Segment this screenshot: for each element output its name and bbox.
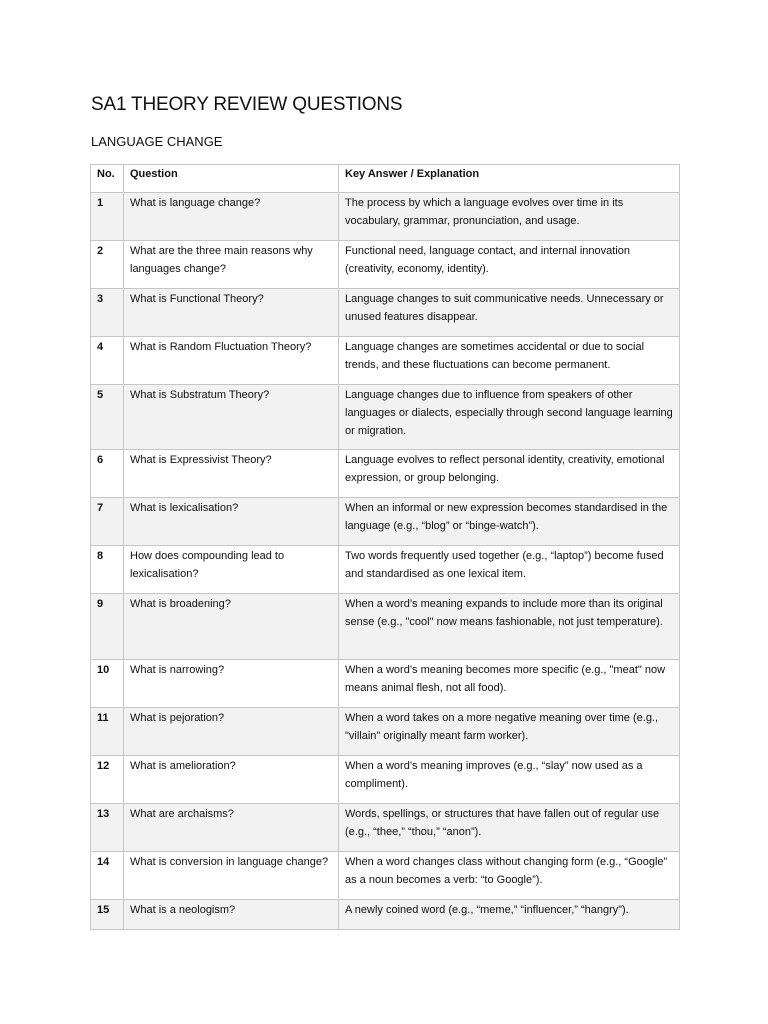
row-question: What is Functional Theory? (124, 289, 339, 337)
row-question: What is amelioration? (124, 756, 339, 804)
row-number: 2 (91, 241, 124, 289)
table-row (91, 450, 680, 498)
row-question: What are archaisms? (124, 804, 339, 852)
row-number: 5 (91, 385, 124, 450)
row-number: 7 (91, 498, 124, 546)
row-answer: Language evolves to reflect personal identity, creativity, emotional expression, or group belonging. (339, 450, 680, 498)
table-row (91, 289, 680, 337)
row-question: What is lexicalisation? (124, 498, 339, 546)
row-answer: A newly coined word (e.g., “meme,” “influencer,” “hangry”). (339, 900, 680, 930)
row-number: 12 (91, 756, 124, 804)
row-question: What is Substratum Theory? (124, 385, 339, 450)
row-number: 14 (91, 852, 124, 900)
row-answer: When a word’s meaning improves (e.g., “slay” now used as a compliment). (339, 756, 680, 804)
table-row (91, 498, 680, 546)
table-row (91, 337, 680, 385)
row-number: 9 (91, 594, 124, 660)
row-number: 3 (91, 289, 124, 337)
row-question: What are the three main reasons why languages change? (124, 241, 339, 289)
row-question: What is pejoration? (124, 708, 339, 756)
row-answer: Words, spellings, or structures that have fallen out of regular use (e.g., “thee,” “thou,” “anon”). (339, 804, 680, 852)
row-question: What is broadening? (124, 594, 339, 660)
review-questions-table (90, 164, 680, 930)
row-question: How does compounding lead to lexicalisation? (124, 546, 339, 594)
table-row (91, 546, 680, 594)
row-answer: When an informal or new expression becomes standardised in the language (e.g., “blog” or “binge-watch”). (339, 498, 680, 546)
table-row (91, 241, 680, 289)
header-no: No. (91, 165, 124, 193)
row-answer: When a word’s meaning becomes more specific (e.g., "meat" now means animal flesh, not all food). (339, 660, 680, 708)
row-number: 10 (91, 660, 124, 708)
row-number: 4 (91, 337, 124, 385)
row-answer: Language changes to suit communicative needs. Unnecessary or unused features disappear. (339, 289, 680, 337)
table-row (91, 756, 680, 804)
table-body (91, 193, 680, 930)
row-answer: Functional need, language contact, and internal innovation (creativity, economy, identity). (339, 241, 680, 289)
row-answer: Two words frequently used together (e.g., “laptop”) become fused and standardised as one lexical item. (339, 546, 680, 594)
header-answer: Key Answer / Explanation (339, 165, 680, 193)
row-answer: When a word takes on a more negative meaning over time (e.g., "villain" originally meant farm worker). (339, 708, 680, 756)
row-answer: Language changes are sometimes accidental or due to social trends, and these fluctuations can become permanent. (339, 337, 680, 385)
row-number: 1 (91, 193, 124, 241)
table-header-row (91, 165, 680, 193)
table-row (91, 900, 680, 930)
table-row (91, 804, 680, 852)
table-row (91, 385, 680, 450)
row-question: What is conversion in language change? (124, 852, 339, 900)
row-answer: When a word’s meaning expands to include more than its original sense (e.g., "cool" now means fashionable, not just temperature). (339, 594, 680, 660)
table-row (91, 852, 680, 900)
row-question: What is narrowing? (124, 660, 339, 708)
row-question: What is Random Fluctuation Theory? (124, 337, 339, 385)
page-title: SA1 THEORY REVIEW QUESTIONS (91, 94, 403, 115)
row-answer: When a word changes class without changing form (e.g., “Google” as a noun becomes a verb: “to Google”). (339, 852, 680, 900)
header-question: Question (124, 165, 339, 193)
table-row (91, 193, 680, 241)
row-answer: The process by which a language evolves over time in its vocabulary, grammar, pronunciation, and usage. (339, 193, 680, 241)
table-row (91, 660, 680, 708)
row-number: 11 (91, 708, 124, 756)
table-row (91, 594, 680, 660)
row-answer: Language changes due to influence from speakers of other languages or dialects, especially through second language learning or migration. (339, 385, 680, 450)
row-question: What is language change? (124, 193, 339, 241)
row-number: 6 (91, 450, 124, 498)
section-title: LANGUAGE CHANGE (91, 134, 223, 149)
row-number: 15 (91, 900, 124, 930)
row-question: What is Expressivist Theory? (124, 450, 339, 498)
row-number: 8 (91, 546, 124, 594)
row-number: 13 (91, 804, 124, 852)
table-row (91, 708, 680, 756)
row-question: What is a neologism? (124, 900, 339, 930)
